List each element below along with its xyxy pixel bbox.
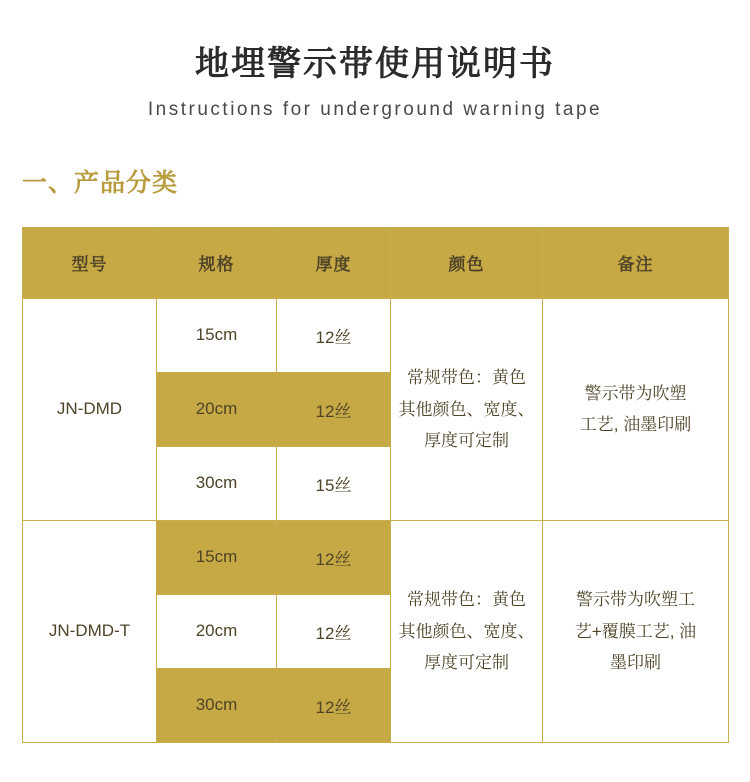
table-header-row	[23, 227, 729, 298]
remark-note-line: 警示带为吹塑工	[576, 590, 695, 610]
table-row	[23, 520, 729, 594]
remark-note-line: 墨印刷	[610, 653, 661, 673]
cell-size: 20cm	[157, 594, 277, 668]
cell-color-note	[391, 298, 543, 520]
table-header-remark: 备注	[543, 227, 729, 298]
cell-size: 30cm	[157, 446, 277, 520]
color-note-line: 厚度可定制	[424, 431, 509, 451]
cell-size: 20cm	[157, 372, 277, 446]
cell-thickness: 12丝	[277, 372, 391, 446]
remark-note-line: 艺+覆膜工艺, 油	[574, 621, 697, 641]
cell-model-jn-dmd-t: JN-DMD-T	[23, 520, 157, 742]
section-heading: 一、产品分类	[22, 168, 179, 197]
cell-model-jn-dmd: JN-DMD	[23, 298, 157, 520]
table-header	[23, 227, 729, 298]
color-note-line: 厚度可定制	[424, 653, 509, 673]
product-classification-table	[22, 227, 729, 743]
table-body	[23, 298, 729, 742]
cell-thickness: 12丝	[277, 594, 391, 668]
table-header-size: 规格	[157, 227, 277, 298]
remark-note-line: 警示带为吹塑	[584, 383, 687, 403]
cell-remark-note	[543, 520, 729, 742]
remark-note-line: 工艺, 油墨印刷	[579, 415, 692, 435]
table-header-thickness: 厚度	[277, 227, 391, 298]
color-note-line: 其他颜色、宽度、	[398, 621, 535, 641]
color-note-line: 常规带色：黄色	[407, 590, 526, 610]
cell-thickness: 15丝	[277, 446, 391, 520]
table-row	[23, 298, 729, 372]
page-title: 地埋警示带使用说明书	[195, 45, 555, 83]
color-note-line: 常规带色：黄色	[407, 368, 526, 388]
table-header-color: 颜色	[391, 227, 543, 298]
cell-size: 15cm	[157, 298, 277, 372]
page-subtitle: Instructions for underground warning tape	[147, 98, 603, 120]
cell-thickness: 12丝	[277, 520, 391, 594]
cell-size: 30cm	[157, 668, 277, 742]
spec-table-wrapper	[22, 227, 728, 743]
color-note-line: 其他颜色、宽度、	[398, 399, 535, 419]
cell-color-note	[391, 520, 543, 742]
cell-size: 15cm	[157, 520, 277, 594]
cell-remark-note	[543, 298, 729, 520]
cell-thickness: 12丝	[277, 298, 391, 372]
cell-thickness: 12丝	[277, 668, 391, 742]
table-header-model: 型号	[23, 227, 157, 298]
